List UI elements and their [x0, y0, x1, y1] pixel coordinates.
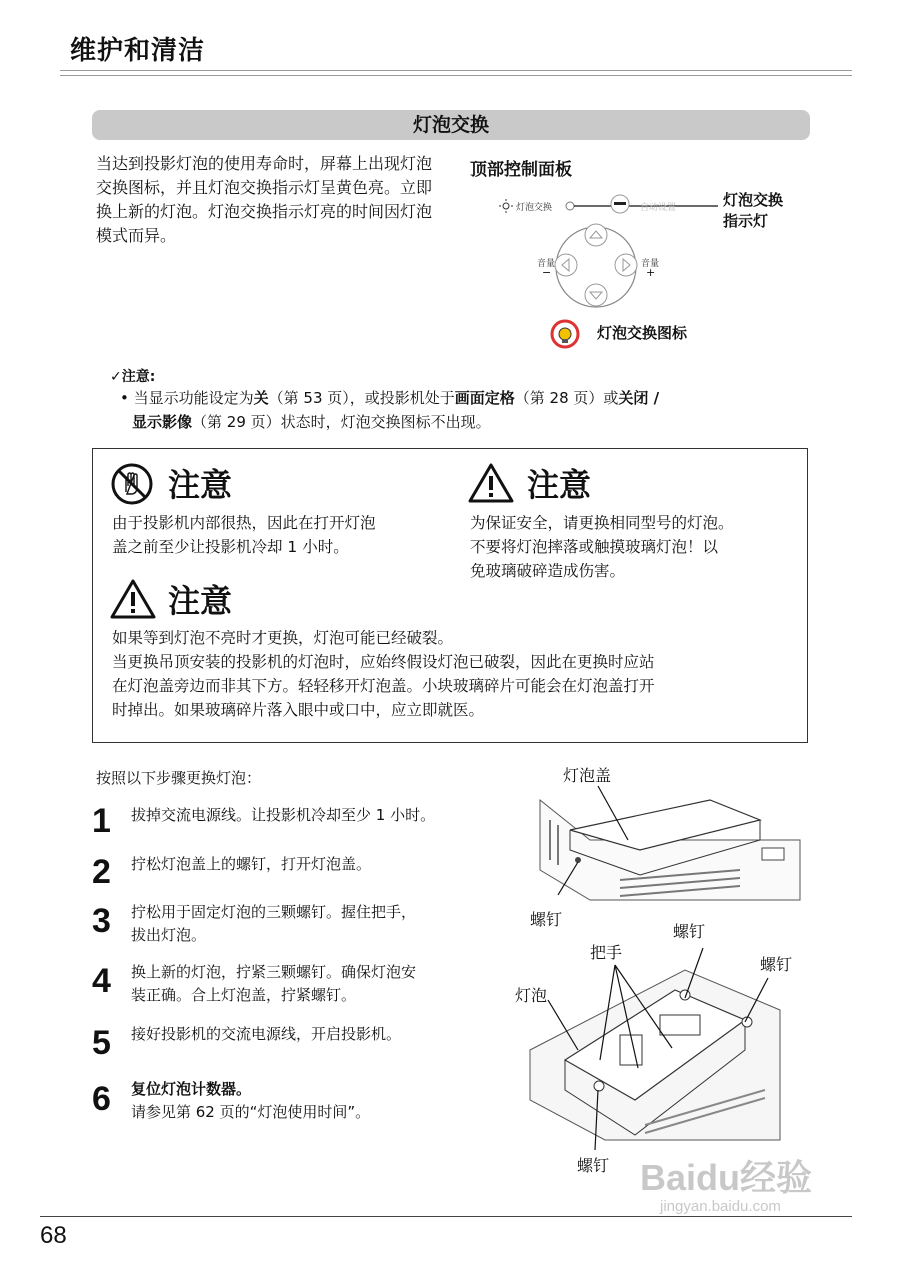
step-text: 换上新的灯泡，拧紧三颗螺钉。确保灯泡安 — [131, 963, 417, 981]
auto-setup-label: 自动设置 — [640, 203, 677, 213]
step-text: 拧松灯泡盖上的螺钉，打开灯泡盖。 — [131, 855, 372, 873]
caution-2-line3: 免玻璃破碎造成伤害。 — [470, 562, 626, 580]
caution-3-line4: 时掉出。如果玻璃碎片落入眼中或口中，应立即就医。 — [112, 701, 485, 719]
figure-label-lamp-cover: 灯泡盖 — [563, 766, 612, 785]
step-number: 3 — [92, 902, 111, 940]
volume-plus-sign: + — [646, 266, 656, 279]
volume-plus-label: 音量 — [641, 259, 660, 269]
step-number: 2 — [92, 853, 111, 891]
caution-2-line2: 不要将灯泡摔落或触摸玻璃灯泡！以 — [470, 538, 719, 556]
step-text: 请参见第 62 页的“灯泡使用时间”。 — [131, 1103, 371, 1121]
intro-paragraph: 当达到投影灯泡的使用寿命时，屏幕上出现灯泡交换图标，并且灯泡交换指示灯呈黄色亮。立即换上新的灯泡。灯泡交换指示灯亮的时间因灯泡模式而异。 — [96, 154, 433, 245]
lamp-cover-leader-lines — [520, 780, 640, 910]
caution-2-line1: 为保证安全，请更换相同型号的灯泡。 — [470, 514, 734, 532]
note-body: • 当显示功能设定为关（第 53 页），或投影机处于画面定格（第 28 页）或关闭 / 显示影像（第 29 页）状态时，灯泡交换图标不出现。 — [120, 389, 660, 431]
steps-intro: 按照以下步骤更换灯泡： — [96, 769, 262, 787]
warning-triangle-icon — [110, 578, 156, 620]
volume-minus-label: 音量 — [537, 259, 556, 269]
caution-heading-1: 注意 — [168, 466, 233, 504]
header-rule-bottom — [60, 75, 852, 76]
figure-label-lamp: 灯泡 — [515, 986, 548, 1005]
section-title: 维护和清洁 — [70, 36, 206, 66]
lamp-indicator-led — [566, 202, 574, 210]
step-text: 拔掉交流电源线。让投影机冷却至少 1 小时。 — [131, 806, 436, 824]
note-heading: ✓注意: — [110, 369, 156, 385]
baidu-watermark: Baidu经验 — [640, 1157, 813, 1198]
header-rule-top — [60, 70, 852, 71]
footer-rule — [40, 1216, 852, 1217]
caution-3-line1: 如果等到灯泡不亮时才更换，灯泡可能已经破裂。 — [112, 629, 454, 647]
figure-label-screw: 螺钉 — [673, 922, 706, 941]
figure-label-screw: 螺钉 — [577, 1156, 610, 1175]
warning-triangle-icon — [468, 462, 514, 504]
page-number: 68 — [40, 1222, 67, 1249]
figure-label-handle: 把手 — [590, 943, 623, 962]
no-touch-icon — [110, 462, 154, 506]
figure-label-screw: 螺钉 — [530, 910, 563, 929]
volume-minus-sign: − — [542, 266, 552, 279]
step-number: 6 — [92, 1080, 111, 1118]
step-text: 装正确。合上灯泡盖，拧紧螺钉。 — [131, 986, 357, 1004]
caution-3-line2: 当更换吊顶安装的投影机的灯泡时，应始终假设灯泡已破裂，因此在更换时应站 — [112, 653, 655, 671]
lamp-replace-icon — [552, 321, 578, 347]
up-key-icon — [585, 224, 607, 246]
step-number: 4 — [92, 962, 111, 1000]
left-key-icon — [555, 254, 577, 276]
right-key-icon — [615, 254, 637, 276]
lamp-assembly-leader-lines — [520, 920, 800, 1170]
caution-1-line1: 由于投影机内部很热，因此在打开灯泡 — [112, 514, 376, 532]
topic-title-band: 灯泡交换 — [92, 110, 810, 140]
lamp-sun-icon — [499, 199, 513, 213]
caution-heading-2: 注意 — [527, 466, 592, 504]
step-number: 5 — [92, 1024, 111, 1062]
lamp-indicator-label: 灯泡交换 — [516, 203, 553, 213]
caution-3-line3: 在灯泡盖旁边而非其下方。轻轻移开灯泡盖。小块玻璃碎片可能会在灯泡盖打开 — [112, 677, 655, 695]
indicator-callout-line2: 指示灯 — [723, 212, 769, 230]
panel-title: 顶部控制面板 — [470, 160, 572, 180]
indicator-callout-line1: 灯泡交换 — [723, 191, 784, 209]
baidu-watermark-url: jingyan.baidu.com — [660, 1198, 781, 1215]
lamp-icon-callout: 灯泡交换图标 — [597, 324, 688, 342]
down-key-icon — [585, 284, 607, 306]
figure-label-screw: 螺钉 — [760, 955, 793, 974]
caution-1-line2: 盖之前至少让投影机冷却 1 小时。 — [112, 538, 349, 556]
step-number: 1 — [92, 802, 111, 840]
caution-heading-3: 注意 — [168, 582, 233, 620]
step-text: 接好投影机的交流电源线，开启投影机。 — [131, 1025, 402, 1043]
step-text: 拧松用于固定灯泡的三颗螺钉。握住把手， — [131, 903, 417, 921]
step-text: 拔出灯泡。 — [131, 926, 207, 944]
step-text: 复位灯泡计数器。 — [131, 1080, 252, 1098]
